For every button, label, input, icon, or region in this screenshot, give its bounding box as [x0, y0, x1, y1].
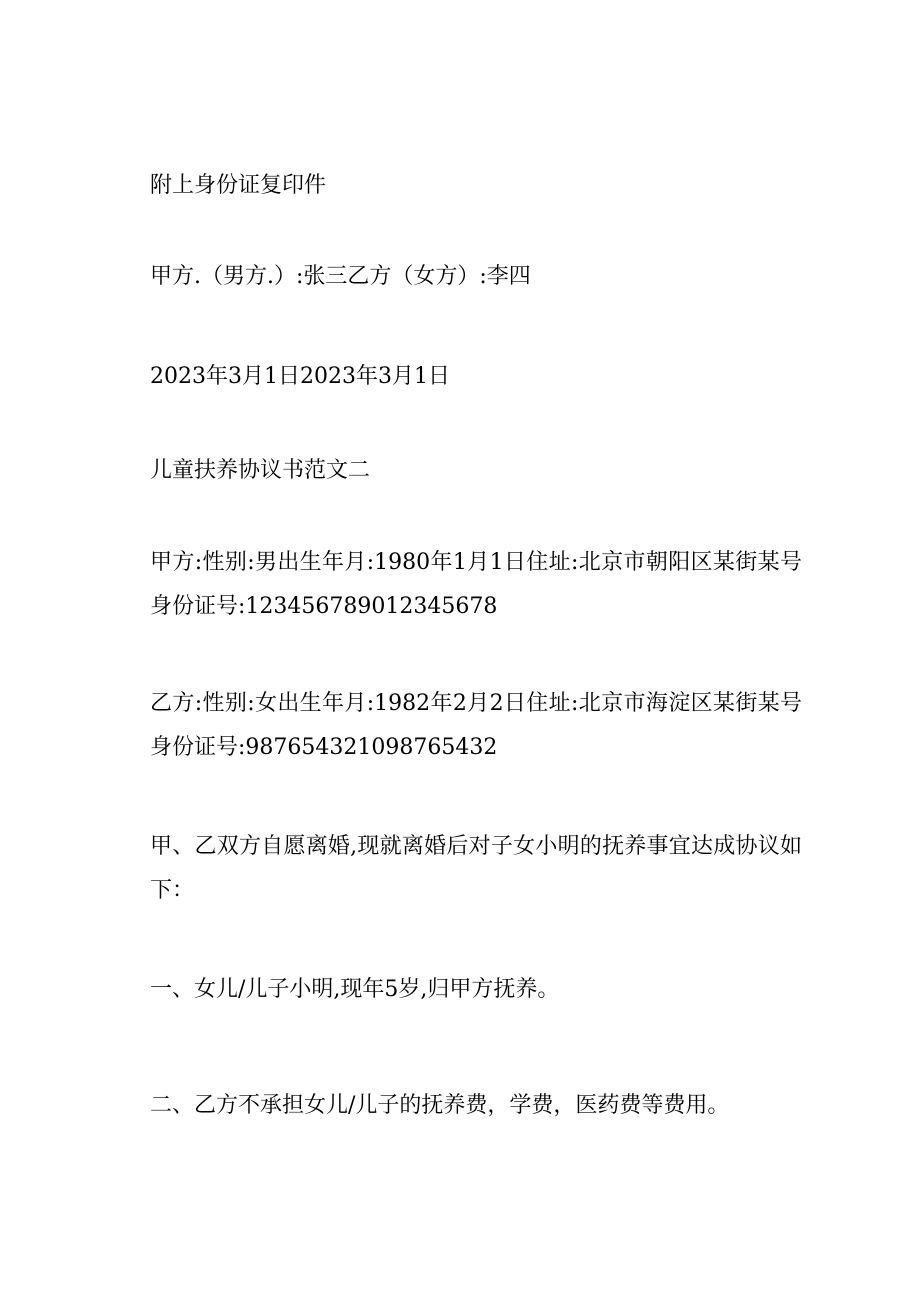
paragraph-dates: 2023年3月1日2023年3月1日	[150, 364, 450, 389]
paragraph-agreement-intro: 甲、乙双方自愿离婚,现就离婚后对子女小明的抚养事宜达成协议如下：	[150, 834, 802, 903]
paragraph-party-a-info: 甲方:性别:男出生年月:1980年1月1日住址:北京市朝阳区某街某号身份证号:123456789012345678	[150, 550, 802, 619]
paragraph-clause-2: 二、乙方不承担女儿/儿子的抚养费，学费，医药费等费用。	[150, 1093, 730, 1118]
paragraph-attachment-note: 附上身份证复印件	[150, 173, 327, 198]
paragraph-clause-1: 一、女儿/儿子小明,现年5岁,归甲方抚养。	[150, 977, 560, 1002]
paragraph-party-b-info: 乙方:性别:女出生年月:1982年2月2日住址:北京市海淀区某街某号身份证号:987654321098765432	[150, 691, 802, 760]
paragraph-parties: 甲方.（男方.）:张三乙方（女方）:李四	[150, 264, 531, 289]
paragraph-heading: 儿童扶养协议书范文二	[150, 458, 371, 483]
